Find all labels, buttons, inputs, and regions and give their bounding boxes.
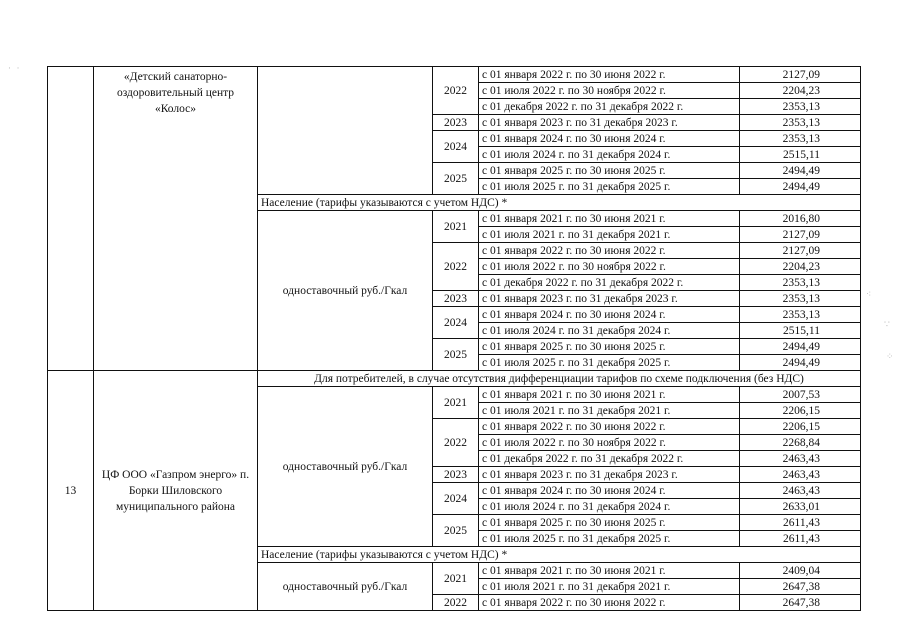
year-cell: 2021 — [433, 387, 479, 419]
period-cell: с 01 января 2024 г. по 30 июня 2024 г. — [479, 483, 740, 499]
tariff-value-cell: 2127,09 — [740, 227, 861, 243]
year-cell: 2023 — [433, 291, 479, 307]
tariff-value-cell: 2127,09 — [740, 243, 861, 259]
population-header-cell: Население (тарифы указываются с учетом НДС) * — [258, 547, 861, 563]
year-cell: 2024 — [433, 131, 479, 163]
period-cell: с 01 декабря 2022 г. по 31 декабря 2022 г. — [479, 451, 740, 467]
tariff-value-cell: 2463,43 — [740, 451, 861, 467]
year-cell: 2025 — [433, 163, 479, 195]
tariff-value-cell: 2647,38 — [740, 579, 861, 595]
scan-noise: ⁘ — [886, 352, 894, 362]
period-cell: с 01 января 2022 г. по 30 июня 2022 г. — [479, 595, 740, 611]
organization-name-cell: ЦФ ООО «Газпром энерго» п. Борки Шиловского муниципального района — [94, 371, 258, 611]
period-cell: с 01 января 2025 г. по 30 июня 2025 г. — [479, 515, 740, 531]
tariff-value-cell: 2206,15 — [740, 419, 861, 435]
year-cell: 2024 — [433, 307, 479, 339]
row-number-cell — [48, 67, 94, 371]
tariff-type-cell: одноставочный руб./Гкал — [258, 387, 433, 547]
tariff-value-cell: 2647,38 — [740, 595, 861, 611]
tariff-type-cell — [258, 67, 433, 195]
organization-name-cell: «Детский санаторно-оздоровительный центр «Колос» — [94, 67, 258, 371]
period-cell: с 01 декабря 2022 г. по 31 декабря 2022 г. — [479, 275, 740, 291]
period-cell: с 01 июля 2024 г. по 31 декабря 2024 г. — [479, 323, 740, 339]
period-cell: с 01 января 2023 г. по 31 декабря 2023 г. — [479, 115, 740, 131]
period-cell: с 01 января 2024 г. по 30 июня 2024 г. — [479, 307, 740, 323]
period-cell: с 01 июля 2024 г. по 31 декабря 2024 г. — [479, 499, 740, 515]
period-cell: с 01 декабря 2022 г. по 31 декабря 2022 г. — [479, 99, 740, 115]
period-cell: с 01 января 2021 г. по 30 июня 2021 г. — [479, 387, 740, 403]
tariff-value-cell: 2463,43 — [740, 483, 861, 499]
tariff-value-cell: 2353,13 — [740, 99, 861, 115]
tariff-value-cell: 2204,23 — [740, 259, 861, 275]
period-cell: с 01 января 2024 г. по 30 июня 2024 г. — [479, 131, 740, 147]
tariff-value-cell: 2127,09 — [740, 67, 861, 83]
period-cell: с 01 января 2025 г. по 30 июня 2025 г. — [479, 163, 740, 179]
period-cell: с 01 июля 2025 г. по 31 декабря 2025 г. — [479, 355, 740, 371]
period-cell: с 01 июля 2021 г. по 31 декабря 2021 г. — [479, 579, 740, 595]
no-vat-header-cell: Для потребителей, в случае отсутствия дифференциации тарифов по схеме подключения (без НДС) — [258, 371, 861, 387]
tariff-value-cell: 2268,84 — [740, 435, 861, 451]
scan-noise: · · — [8, 64, 20, 74]
period-cell: с 01 июля 2024 г. по 31 декабря 2024 г. — [479, 147, 740, 163]
period-cell: с 01 июля 2022 г. по 30 ноября 2022 г. — [479, 83, 740, 99]
year-cell: 2023 — [433, 115, 479, 131]
period-cell: с 01 июля 2022 г. по 30 ноября 2022 г. — [479, 435, 740, 451]
table-row — [48, 67, 861, 83]
tariff-value-cell: 2353,13 — [740, 115, 861, 131]
tariff-value-cell: 2494,49 — [740, 179, 861, 195]
tariff-value-cell: 2515,11 — [740, 147, 861, 163]
tariff-type-cell: одноставочный руб./Гкал — [258, 563, 433, 611]
period-cell: с 01 января 2022 г. по 30 июня 2022 г. — [479, 243, 740, 259]
year-cell: 2025 — [433, 339, 479, 371]
row-number-cell: 13 — [48, 371, 94, 611]
period-cell: с 01 января 2021 г. по 30 июня 2021 г. — [479, 211, 740, 227]
scan-noise: ∵ — [884, 320, 890, 330]
year-cell: 2022 — [433, 595, 479, 611]
table-header-row — [48, 371, 861, 387]
year-cell: 2022 — [433, 67, 479, 115]
tariff-value-cell: 2353,13 — [740, 307, 861, 323]
tariff-value-cell: 2611,43 — [740, 515, 861, 531]
year-cell: 2021 — [433, 563, 479, 595]
period-cell: с 01 июля 2022 г. по 30 ноября 2022 г. — [479, 259, 740, 275]
year-cell: 2024 — [433, 483, 479, 515]
tariff-table — [47, 66, 861, 611]
year-cell: 2025 — [433, 515, 479, 547]
period-cell: с 01 января 2023 г. по 31 декабря 2023 г. — [479, 291, 740, 307]
period-cell: с 01 января 2022 г. по 30 июня 2022 г. — [479, 67, 740, 83]
tariff-value-cell: 2353,13 — [740, 275, 861, 291]
period-cell: с 01 января 2025 г. по 30 июня 2025 г. — [479, 339, 740, 355]
tariff-value-cell: 2494,49 — [740, 355, 861, 371]
year-cell: 2022 — [433, 419, 479, 467]
tariff-value-cell: 2206,15 — [740, 403, 861, 419]
tariff-value-cell: 2007,53 — [740, 387, 861, 403]
tariff-value-cell: 2515,11 — [740, 323, 861, 339]
tariff-value-cell: 2016,80 — [740, 211, 861, 227]
tariff-value-cell: 2463,43 — [740, 467, 861, 483]
population-header-cell: Население (тарифы указываются с учетом НДС) * — [258, 195, 861, 211]
period-cell: с 01 июля 2025 г. по 31 декабря 2025 г. — [479, 179, 740, 195]
year-cell: 2021 — [433, 211, 479, 243]
tariff-value-cell: 2494,49 — [740, 163, 861, 179]
tariff-value-cell: 2353,13 — [740, 291, 861, 307]
period-cell: с 01 января 2021 г. по 30 июня 2021 г. — [479, 563, 740, 579]
period-cell: с 01 января 2022 г. по 30 июня 2022 г. — [479, 419, 740, 435]
tariff-table-body — [48, 67, 861, 611]
tariff-value-cell: 2353,13 — [740, 131, 861, 147]
year-cell: 2023 — [433, 467, 479, 483]
tariff-value-cell: 2204,23 — [740, 83, 861, 99]
year-cell: 2022 — [433, 243, 479, 291]
tariff-value-cell: 2409,04 — [740, 563, 861, 579]
period-cell: с 01 июля 2025 г. по 31 декабря 2025 г. — [479, 531, 740, 547]
period-cell: с 01 января 2023 г. по 31 декабря 2023 г. — [479, 467, 740, 483]
scan-noise: ⁖ — [866, 290, 872, 300]
tariff-type-cell: одноставочный руб./Гкал — [258, 211, 433, 371]
tariff-value-cell: 2633,01 — [740, 499, 861, 515]
tariff-value-cell: 2494,49 — [740, 339, 861, 355]
period-cell: с 01 июля 2021 г. по 31 декабря 2021 г. — [479, 403, 740, 419]
tariff-value-cell: 2611,43 — [740, 531, 861, 547]
period-cell: с 01 июля 2021 г. по 31 декабря 2021 г. — [479, 227, 740, 243]
